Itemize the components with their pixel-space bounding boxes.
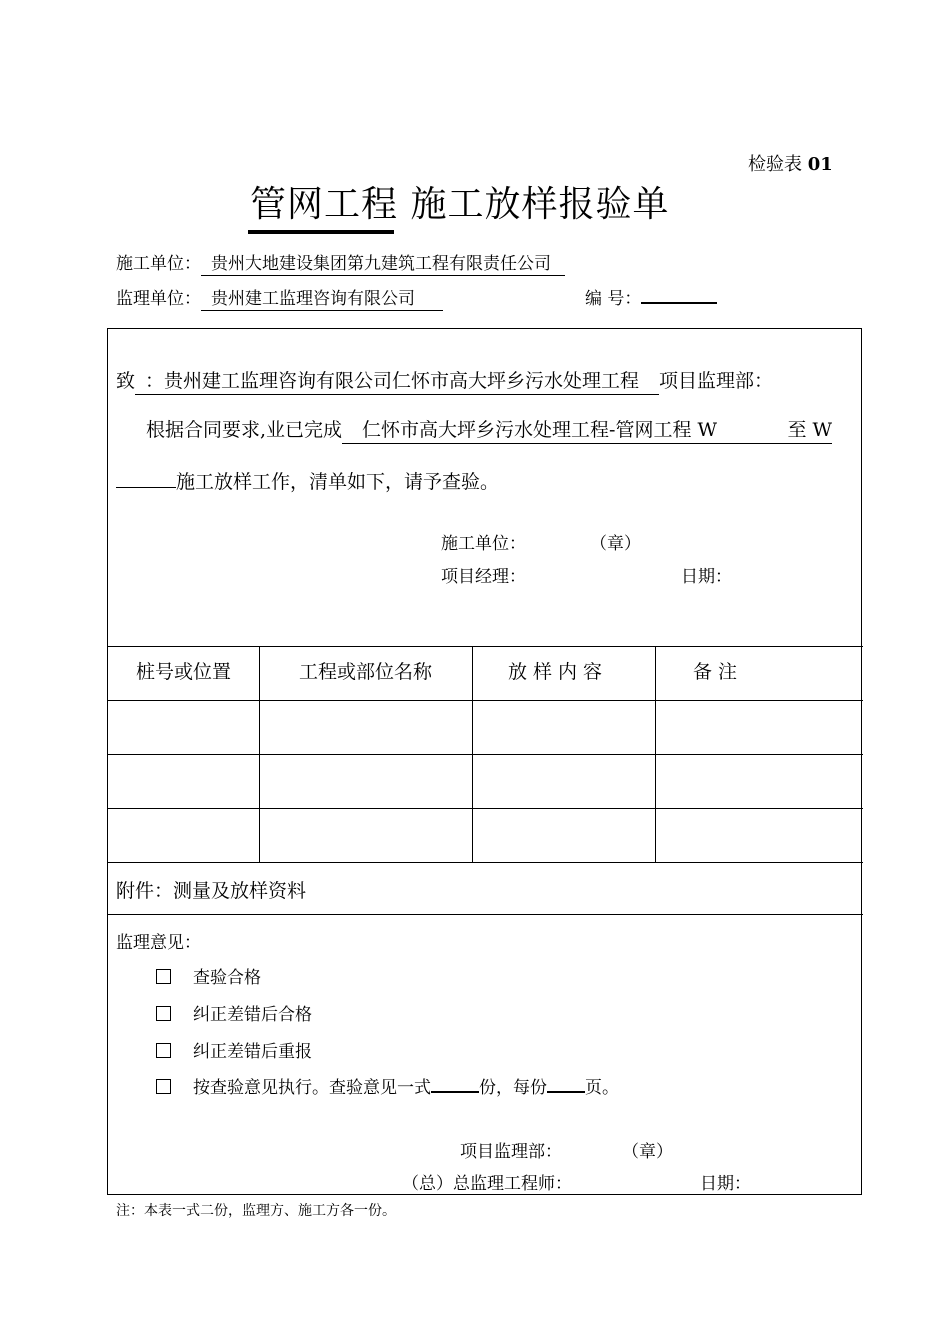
checkbox[interactable] [156,1079,171,1094]
option-2[interactable] [156,1000,312,1025]
table-header-content: 放 样 内 容 [507,661,603,683]
title-underline [248,230,394,234]
sig-unit [441,529,641,554]
addressee-value: ：贵州建工监理咨询有限公司仁怀市高大坪乡污水处理工程 [135,366,659,395]
contractor-label: 施工单位： [116,254,201,274]
body-project-field[interactable] [342,415,832,444]
number-label: 编 号： [585,289,642,309]
contractor-value: 贵州大地建设集团第九建筑工程有限责任公司 [201,249,565,276]
chief-engineer: （总）总监理工程师： [402,1174,572,1194]
sig-manager [441,562,526,587]
supervision-stamp: （章） [622,1142,673,1162]
divider [108,754,863,755]
chief-date: 日期： [700,1174,751,1194]
body-to: 至 W [787,419,833,441]
body-line-2 [116,465,499,494]
footnote: 注：本表一式二份，监理方、施工方各一份。 [116,1203,396,1219]
sig-date: 日期： [681,567,732,587]
divider [108,808,863,809]
divider [108,646,863,647]
addressee-suffix: 项目监理部： [659,370,774,392]
option-label: 按查验意见执行。查验意见一式 [193,1078,431,1098]
checkbox[interactable] [156,1006,171,1021]
option-label: 查验合格 [193,968,261,988]
option-label: 页。 [585,1078,619,1098]
pages-field[interactable] [547,1074,585,1093]
checkbox[interactable] [156,969,171,984]
sig-unit-label: 施工单位： [441,534,526,554]
divider [108,862,863,863]
end-station-field[interactable] [116,465,176,488]
option-4[interactable] [156,1073,619,1098]
divider [108,700,863,701]
supervisor-value: 贵州建工监理咨询有限公司 [201,284,443,311]
option-label: 纠正差错后合格 [193,1005,312,1025]
contractor-row [116,249,565,276]
form-number: 检验表 01 [748,154,833,175]
body-line-1 [146,415,832,444]
number-row [585,284,717,309]
supervisor-label: 监理单位： [116,289,201,309]
table-header-remark: 备 注 [692,661,738,683]
body-line2-text: 施工放样工作，清单如下，请予查验。 [176,471,500,493]
sig-stamp: （章） [590,534,641,554]
page-title: 管网工程 施工放样报验单 [250,184,670,225]
opinion-label: 监理意见： [116,933,201,953]
addressee-prefix: 致 [116,370,136,392]
table-header-station: 桩号或位置 [135,661,231,683]
attachment: 附件：测量及放样资料 [116,880,307,902]
supervision-dept-label: 项目监理部： [460,1142,562,1162]
checkbox[interactable] [156,1043,171,1058]
option-label: 纠正差错后重报 [193,1042,312,1062]
copies-field[interactable] [431,1074,479,1093]
divider [108,914,863,915]
option-3[interactable] [156,1037,312,1062]
supervision-dept [460,1137,673,1162]
form-frame [107,328,862,1195]
addressee-row [116,366,773,395]
sig-manager-label: 项目经理： [441,567,526,587]
option-label: 份，每份 [479,1078,547,1098]
supervisor-row [116,284,443,311]
body-project: 仁怀市高大坪乡污水处理工程-管网工程 W [362,419,718,441]
option-1[interactable] [156,963,261,988]
body-prefix: 根据合同要求,业已完成 [146,419,343,441]
table-header-name: 工程或部位名称 [298,661,432,683]
number-field[interactable] [641,285,717,304]
